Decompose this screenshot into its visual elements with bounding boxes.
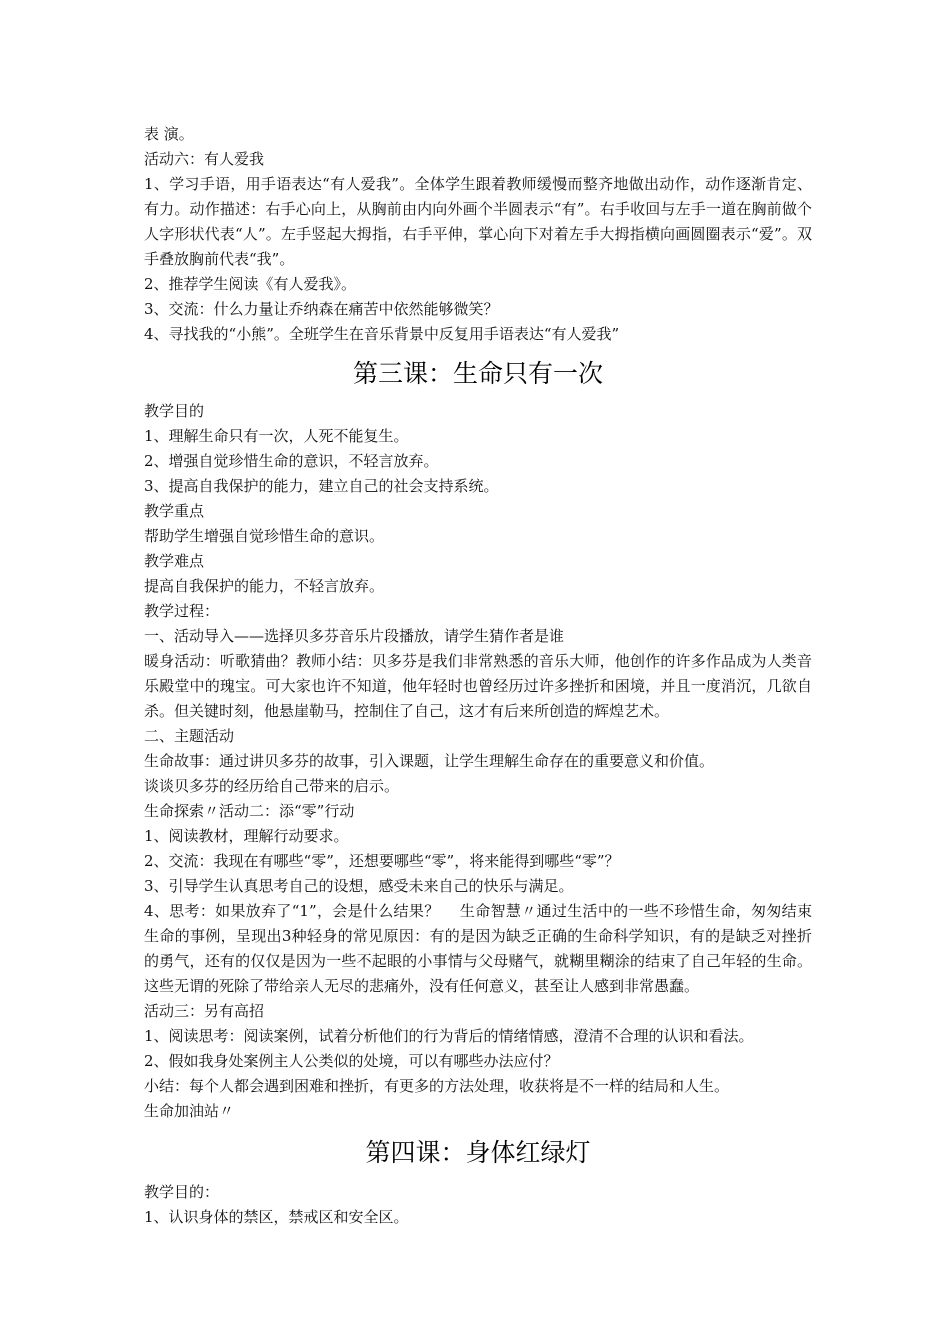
section-heading: 二、主题活动 [144, 727, 235, 745]
paragraph: 4、寻找我的“小熊”。全班学生在音乐背景中反复用手语表达“有人爱我” [144, 325, 620, 343]
activity-heading: 活动六：有人爱我 [144, 150, 265, 168]
activity-heading: 活动三：另有高招 [144, 1002, 265, 1020]
paragraph: 3、交流：什么力量让乔纳森在痛苦中依然能够微笑？ [144, 300, 499, 318]
paragraph: 1、阅读思考：阅读案例，试着分析他们的行为背后的情绪情感，澄清不合理的认识和看法。 [144, 1027, 754, 1045]
section-heading: 教学重点 [144, 502, 205, 520]
paragraph: 1、理解生命只有一次，人死不能复生。 [144, 427, 409, 445]
paragraph: 谈谈贝多芬的经历给自己带来的启示。 [144, 777, 400, 795]
lesson-3-title: 第三课：生命只有一次 [352, 359, 603, 388]
paragraph: 3、提高自我保护的能力，建立自己的社会支持系统。 [144, 477, 499, 495]
paragraph: 2、推荐学生阅读《有人爱我》。 [144, 275, 357, 293]
paragraph: 1、阅读教材，理解行动要求。 [144, 827, 349, 845]
section-heading: 教学目的 [144, 402, 205, 420]
paragraph: 2、增强自觉珍惜生命的意识，不轻言放弃。 [144, 452, 439, 470]
paragraph: 3、引导学生认真思考自己的设想，感受未来自己的快乐与满足。 [144, 877, 574, 895]
paragraph: 2、交流：我现在有哪些“零”，还想要哪些“零”，将来能得到哪些“零”？ [144, 852, 620, 870]
paragraph: 小结：每个人都会遇到困难和挫折，有更多的方法处理，收获将是不一样的结局和人生。 [144, 1077, 730, 1095]
document-body [144, 122, 812, 1230]
section-heading: 教学难点 [144, 552, 205, 570]
paragraph: 2、假如我身处案例主人公类似的处境，可以有哪些办法应付？ [144, 1052, 559, 1070]
paragraph: 1、学习手语，用手语表达“有人爱我”。全体学生跟着教师缓慢而整齐地做出动作，动作逐渐肯定、有力。动作描述：右手心向上，从胸前由内向外画个半圆表示“有”。右手收回与左手一道在胸前做个人字形状代表“人”。左手竖起大拇指，右手平伸，掌心向下对着左手大拇指横向画圆圈表示“爱”。双手叠放胸前代表“我”。 [144, 175, 812, 268]
paragraph: 表 演。 [144, 125, 194, 143]
activity-heading: 生命探索〃活动二：添“零”行动 [144, 802, 355, 820]
paragraph: 1、认识身体的禁区，禁戒区和安全区。 [144, 1208, 409, 1226]
paragraph: 生命故事：通过讲贝多芬的故事，引入课题，让学生理解生命存在的重要意义和价值。 [144, 752, 715, 770]
lesson-4-title: 第四课：身体红绿灯 [365, 1138, 591, 1167]
paragraph: 提高自我保护的能力，不轻言放弃。 [144, 577, 385, 595]
paragraph: 生命加油站〃 [144, 1102, 235, 1120]
section-heading: 教学过程： [144, 602, 220, 620]
paragraph: 4、思考：如果放弃了“1”，会是什么结果？ 生命智慧〃通过生活中的一些不珍惜生命，匆匆结束生命的事例，呈现出3种轻身的常见原因：有的是因为缺乏正确的生命科学知识，有的是缺乏对挫折的勇气，还有的仅仅是因为一些不起眼的小事情与父母赌气，就糊里糊涂的结束了自己年轻的生命。这些无谓的死除了带给亲人无尽的悲痛外，没有任何意义，甚至让人感到非常愚蠢。 [144, 902, 812, 995]
paragraph: 帮助学生增强自觉珍惜生命的意识。 [144, 527, 385, 545]
paragraph: 一、活动导入——选择贝多芬音乐片段播放，请学生猜作者是谁 [144, 627, 565, 645]
section-heading: 教学目的： [144, 1183, 220, 1201]
paragraph: 暖身活动：听歌猜曲？教师小结：贝多芬是我们非常熟悉的音乐大师，他创作的许多作品成为人类音乐殿堂中的瑰宝。可大家也许不知道，他年轻时也曾经历过许多挫折和困境，并且一度消沉，几欲自杀。但关键时刻，他悬崖勒马，控制住了自己，这才有后来所创造的辉煌艺术。 [144, 652, 812, 720]
